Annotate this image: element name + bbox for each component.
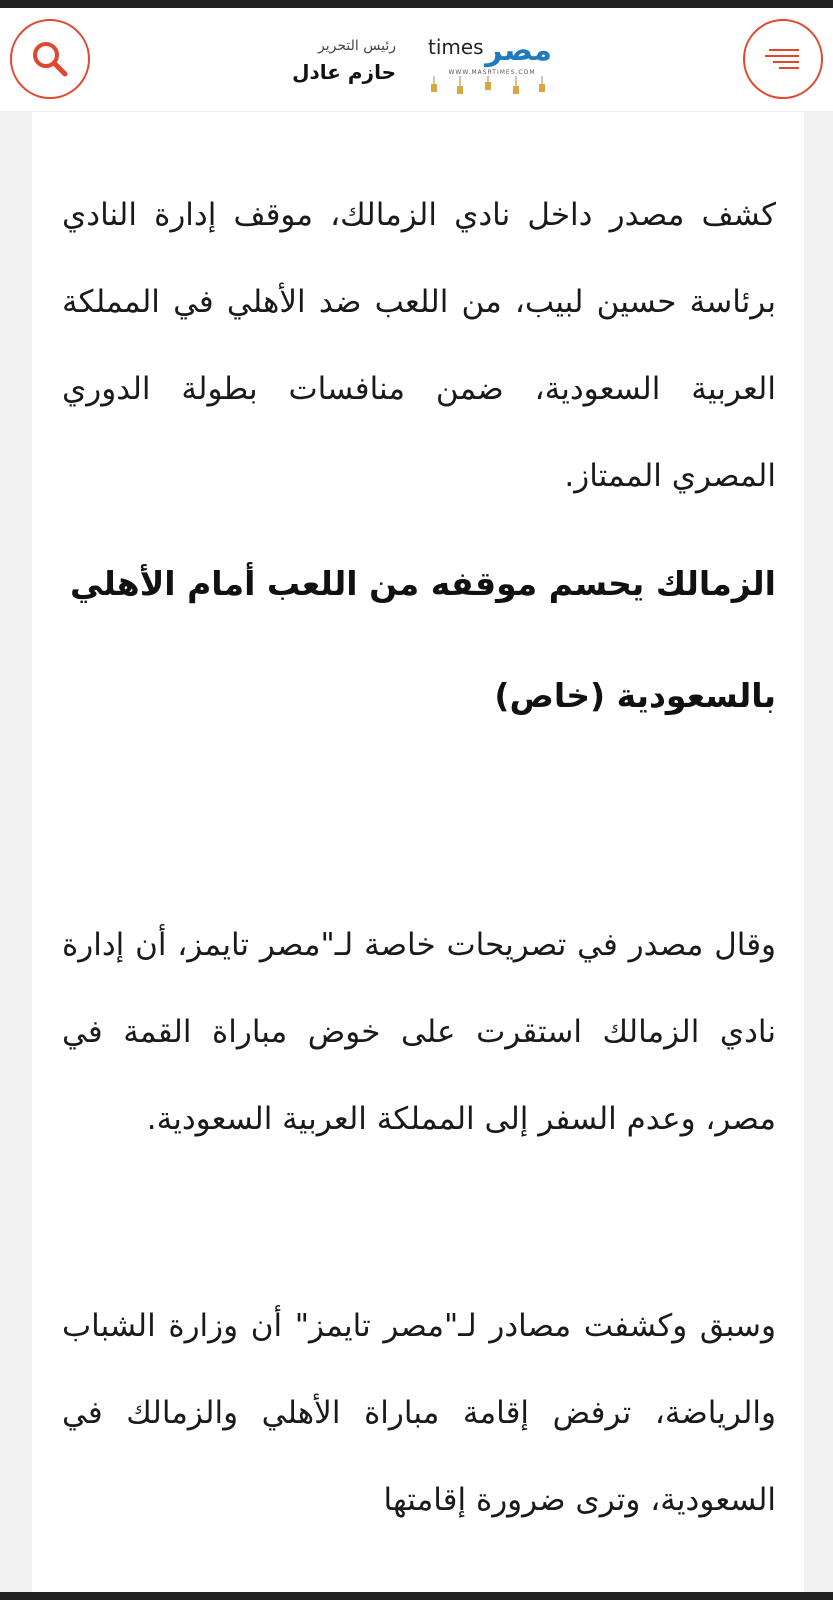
editor-label: رئيس التحرير	[318, 38, 396, 54]
site-logo[interactable]	[424, 24, 560, 100]
site-header	[0, 8, 833, 112]
menu-icon	[763, 43, 803, 75]
status-bar	[0, 0, 833, 8]
paragraph-2: وقال مصدر في تصريحات خاصة لـ"مصر تايمز، أن إدارة نادي الزمالك استقرت على خوض مباراة القمة في مصر، وعدم السفر إلى المملكة العربية السعودية.	[62, 927, 776, 1137]
navigation-bar	[0, 1592, 833, 1600]
editor-name: حازم عادل	[292, 60, 396, 84]
editor-in-chief	[260, 36, 396, 88]
article-content	[62, 172, 776, 1544]
search-icon	[31, 40, 69, 78]
logo-arabic: مصر	[485, 33, 552, 68]
logo-url: WWW.MASRTIMES.COM	[448, 69, 536, 76]
search-button[interactable]	[10, 19, 90, 99]
paragraph-3: وسبق وكشفت مصادر لـ"مصر تايمز" أن وزارة الشباب والرياضة، ترفض إقامة مباراة الأهلي والزمالك في السعودية، وترى ضرورة إقامتها	[62, 1308, 776, 1518]
article-subheading: الزمالك يحسم موقفه من اللعب أمام الأهلي بالسعودية (خاص)	[69, 564, 776, 715]
paragraph-1: كشف مصدر داخل نادي الزمالك، موقف إدارة النادي برئاسة حسين لبيب، من اللعب ضد الأهلي في المملكة العربية السعودية، ضمن منافسات بطولة الدوري المصري الممتاز.	[62, 197, 776, 494]
lantern-decoration	[431, 76, 545, 94]
logo-latin: times	[428, 35, 484, 59]
menu-button[interactable]	[743, 19, 823, 99]
article-body	[32, 112, 804, 1600]
